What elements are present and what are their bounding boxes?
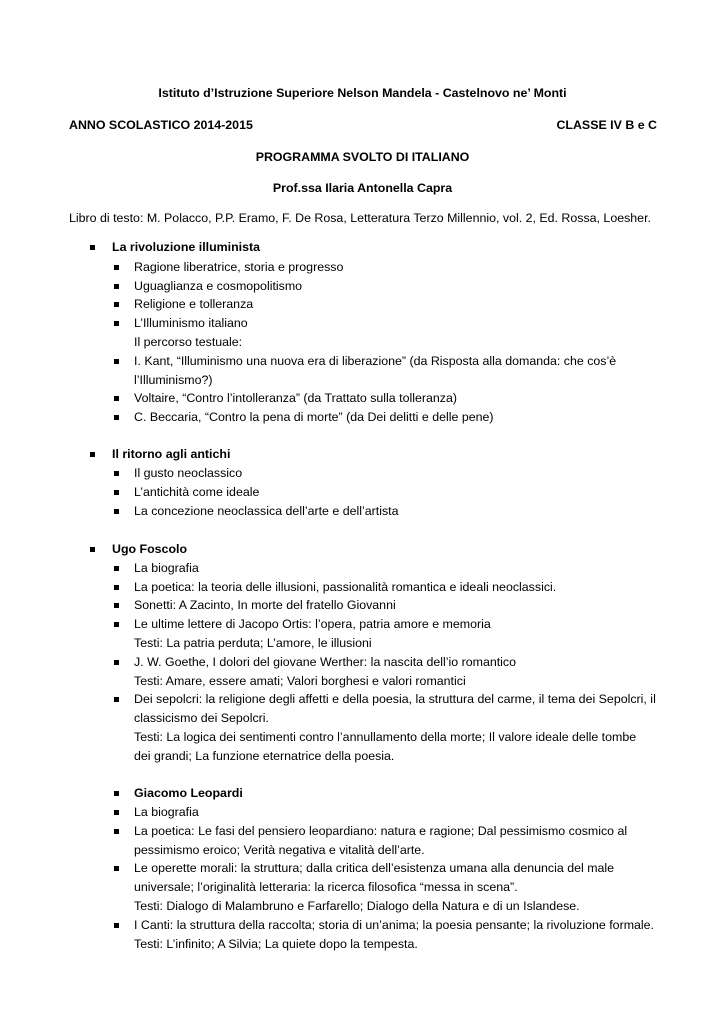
bullet-icon [114,866,119,871]
list-item-continuation: l’Illuminismo?) [134,373,213,387]
bullet-icon [114,603,119,608]
bullet-icon [114,302,119,307]
bullet-icon [114,585,119,590]
textbook-line: Libro di testo: M. Polacco, P.P. Eramo, F. De Rosa, Letteratura Terzo Millennio, vol. 2, Ed. Rossa, Loesher. [69,211,651,225]
bullet-icon [114,490,119,495]
list-item-continuation: universale; l’originalità letteraria: la ricerca filosofica “messa in scena”. [134,880,518,894]
list-item: Sonetti: A Zacinto, In morte del fratello Giovanni [134,598,396,612]
bullet-icon [114,284,119,289]
list-item: J. W. Goethe, I dolori del giovane Werther: la nascita dell’io romantico [134,655,517,669]
school-year: ANNO SCOLASTICO 2014-2015 [69,118,253,132]
bullet-icon [114,265,119,270]
list-item: La poetica: Le fasi del pensiero leopardiano: natura e ragione; Dal pessimismo cosmico al [134,824,628,838]
bullet-icon [90,547,95,552]
list-item: Le operette morali: la struttura; dalla critica dell’esistenza umana alla denuncia del male [134,861,615,875]
bullet-icon [90,452,95,457]
list-item: L’Illuminismo italiano [134,316,248,330]
bullet-icon [114,622,119,627]
bullet-icon [114,660,119,665]
bullet-icon [114,566,119,571]
list-item-continuation: Testi: L’infinito; A Silvia; La quiete dopo la tempesta. [134,937,418,951]
list-item: La concezione neoclassica dell’arte e dell’artista [134,504,399,518]
bullet-icon [114,359,119,364]
bullet-icon [114,396,119,401]
bullet-icon [114,829,119,834]
program-title: PROGRAMMA SVOLTO DI ITALIANO [255,150,470,164]
list-item-continuation: classicismo dei Sepolcri. [134,711,269,725]
list-item: L’antichità come ideale [134,485,260,499]
list-item: La biografia [134,561,199,575]
bullet-icon [114,509,119,514]
bullet-icon [90,245,95,250]
list-item: Il gusto neoclassico [134,466,243,480]
list-item: Uguaglianza e cosmopolitismo [134,279,303,293]
list-item: Voltaire, “Contro l’intolleranza” (da Trattato sulla tolleranza) [134,391,457,405]
list-item: Ragione liberatrice, storia e progresso [134,260,344,274]
list-item-continuation: Testi: La patria perduta; L’amore, le illusioni [134,636,372,650]
list-item: La biografia [134,805,199,819]
bullet-icon [114,697,119,702]
bullet-icon [114,810,119,815]
section-title: Giacomo Leopardi [134,786,243,800]
list-item-continuation: pessimismo eroico; Verità negativa e vitalità dell’arte. [134,843,425,857]
list-item-continuation: dei grandi; La funzione eternatrice della poesia. [134,749,395,763]
list-item: C. Beccaria, “Contro la pena di morte” (da Dei delitti e delle pene) [134,410,494,424]
institute-heading: Istituto d’Istruzione Superiore Nelson Mandela - Castelnovo ne’ Monti [158,86,567,100]
list-item-continuation: Il percorso testuale: [134,335,243,349]
section-title: Il ritorno agli antichi [112,447,231,461]
teacher-name: Prof.ssa Ilaria Antonella Capra [272,181,453,195]
list-item-continuation: Testi: Dialogo di Malambruno e Farfarello; Dialogo della Natura e di un Islandese. [134,899,580,913]
section-title: La rivoluzione illuminista [112,240,261,254]
list-item: Le ultime lettere di Jacopo Ortis: l’opera, patria amore e memoria [134,617,491,631]
section-title: Ugo Foscolo [112,542,188,556]
bullet-icon [114,471,119,476]
list-item: La poetica: la teoria delle illusioni, passionalità romantica e ideali neoclassici. [134,580,557,594]
bullet-icon [114,791,119,796]
list-item: Religione e tolleranza [134,297,254,311]
list-item: I. Kant, “Illuminismo una nuova era di liberazione” (da Risposta alla domanda: che cos’è [134,354,617,368]
bullet-icon [114,923,119,928]
list-item-continuation: Testi: Amare, essere amati; Valori borghesi e valori romantici [134,674,466,688]
bullet-icon [114,321,119,326]
list-item: Dei sepolcri: la religione degli affetti e della poesia, la struttura del carme, il tema dei Sepolcri, il [134,692,656,706]
bullet-icon [114,415,119,420]
class-label: CLASSE IV B e C [556,118,657,132]
list-item-continuation: Testi: La logica dei sentimenti contro l’annullamento della morte; Il valore ideale delle tombe [134,730,637,744]
list-item: I Canti: la struttura della raccolta; storia di un’anima; la poesia pensante; la rivoluzione formale. [134,918,654,932]
